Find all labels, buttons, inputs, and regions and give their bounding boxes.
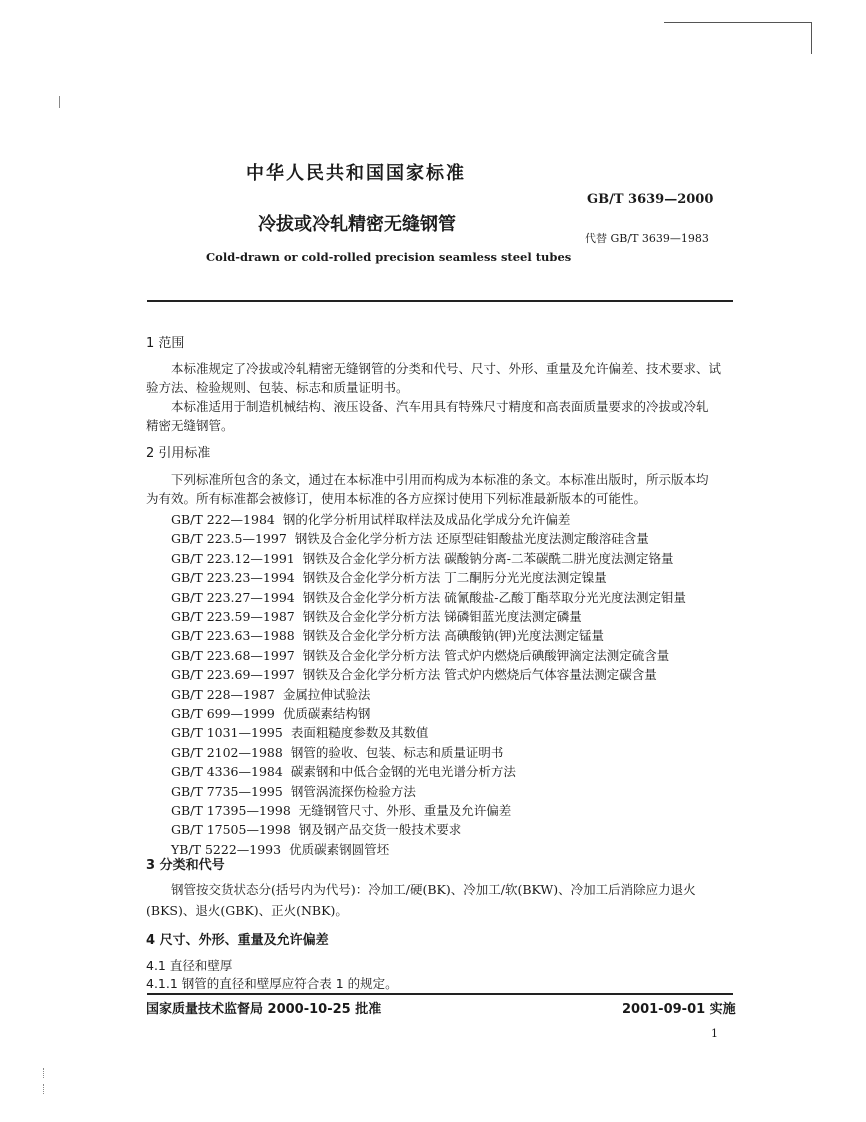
reference-item	[171, 665, 657, 683]
reference-code: GB/T 7735—1995	[171, 783, 283, 799]
corner-mark-vertical	[811, 22, 812, 54]
reference-code: GB/T 4336—1984	[171, 764, 283, 780]
reference-item	[171, 801, 511, 819]
reference-code: GB/T 17505—1998	[171, 822, 291, 838]
reference-item	[171, 685, 370, 703]
footer-divider	[147, 993, 733, 995]
reference-item	[171, 568, 607, 586]
reference-title: 钢铁及合金化学分析方法 还原型硅钼酸盐光度法测定酸溶硅含量	[294, 531, 649, 547]
section-3-heading: 3 分类和代号	[146, 858, 225, 873]
section-2-heading: 2 引用标准	[146, 446, 211, 461]
national-standard-title: 中华人民共和国国家标准	[246, 163, 466, 184]
reference-code: GB/T 223.59—1987	[171, 609, 295, 624]
standard-code: GB/T 3639—2000	[587, 192, 714, 207]
reference-item	[171, 646, 669, 664]
reference-code: GB/T 223.5—1997	[171, 531, 287, 547]
subsection-4-1-1: 4.1.1 钢管的直径和壁厚应符合表 1 的规定。	[146, 976, 398, 991]
subsection-4-1: 4.1 直径和壁厚	[146, 958, 233, 973]
s2-p1-line2: 为有效。所有标准都会被修订，使用本标准的各方应探讨使用下列标准最新版本的可能性。	[146, 491, 647, 506]
corner-mark-horizontal	[664, 22, 812, 23]
reference-code: GB/T 223.69—1997	[171, 667, 295, 683]
reference-code: GB/T 17395—1998	[171, 803, 291, 818]
reference-item	[171, 782, 416, 800]
page-number: 1	[711, 1027, 718, 1040]
reference-item	[171, 820, 461, 838]
reference-title: 钢铁及合金化学分析方法 管式炉内燃烧后碘酸钾滴定法测定硫含量	[302, 647, 670, 663]
s1-p1-line2: 验方法、检验规则、包装、标志和质量证明书。	[146, 380, 409, 395]
s1-p2-line1: 本标准适用于制造机械结构、液压设备、汽车用具有特殊尺寸精度和高表面质量要求的冷拔或冷轧	[171, 399, 709, 414]
replaces-code: 代替 GB/T 3639—1983	[585, 232, 709, 245]
reference-item	[171, 549, 673, 567]
s1-p1-line1: 本标准规定了冷拔或冷轧精密无缝钢管的分类和代号、尺寸、外形、重量及允许偏差、技术要求、试	[171, 361, 722, 376]
reference-code: GB/T 1031—1995	[171, 725, 283, 741]
s2-p1-line1: 下列标准所包含的条文，通过在本标准中引用而构成为本标准的条文。本标准出版时，所示版本均	[171, 472, 709, 487]
reference-title: 优质碳素结构钢	[282, 706, 371, 721]
reference-code: GB/T 223.23—1994	[171, 570, 295, 586]
reference-title: 无缝钢管尺寸、外形、重量及允许偏差	[298, 803, 512, 818]
reference-title: 表面粗糙度参数及其数值	[290, 725, 429, 741]
reference-code: GB/T 223.27—1994	[171, 589, 295, 605]
reference-code: GB/T 223.63—1988	[171, 628, 295, 644]
reference-title: 优质碳素钢圆管坯	[289, 841, 390, 857]
reference-item	[171, 723, 428, 741]
reference-title: 钢铁及合金化学分析方法 硫氰酸盐-乙酸丁酯萃取分光光度法测定钼量	[302, 589, 686, 605]
reference-title: 钢管涡流探伤检验方法	[290, 783, 416, 799]
scan-mark	[43, 1068, 44, 1078]
reference-item	[171, 762, 516, 780]
reference-title: 金属拉伸试验法	[282, 686, 371, 702]
reference-title: 钢及钢产品交货一般技术要求	[298, 822, 462, 838]
approval-line: 国家质量技术监督局 2000-10-25 批准	[146, 1002, 382, 1017]
reference-code: GB/T 699—1999	[171, 706, 275, 721]
s3-p1-line2: (BKS)、退火(GBK)、正火(NBK)。	[146, 903, 348, 918]
reference-code: YB/T 5222—1993	[171, 841, 282, 857]
doc-title-cn: 冷拔或冷轧精密无缝钢管	[258, 214, 456, 235]
reference-code: GB/T 222—1984	[171, 512, 275, 527]
s3-p1-line1: 钢管按交货状态分(括号内为代号)：冷加工/硬(BK)、冷加工/软(BKW)、冷加工后消除应力退火	[171, 882, 696, 897]
reference-item	[171, 626, 604, 644]
reference-title: 钢铁及合金化学分析方法 锑磷钼蓝光度法测定磷量	[302, 609, 582, 624]
reference-item	[171, 607, 582, 625]
reference-item	[171, 704, 370, 722]
reference-title: 钢的化学分析用试样取样法及成品化学成分允许偏差	[282, 512, 571, 527]
doc-title-en: Cold-drawn or cold-rolled precision seamless steel tubes	[206, 250, 572, 264]
reference-title: 钢铁及合金化学分析方法 高碘酸钠(钾)光度法测定锰量	[302, 628, 604, 644]
reference-title: 钢铁及合金化学分析方法 管式炉内燃烧后气体容量法测定碳含量	[302, 667, 657, 683]
reference-title: 钢管的验收、包装、标志和质量证明书	[290, 744, 504, 760]
s1-p2-line2: 精密无缝钢管。	[146, 418, 234, 433]
reference-title: 碳素钢和中低合金钢的光电光谱分析方法	[290, 764, 516, 780]
reference-item	[171, 588, 686, 606]
reference-code: GB/T 228—1987	[171, 686, 275, 702]
reference-item	[171, 529, 649, 547]
reference-title: 钢铁及合金化学分析方法 丁二酮肟分光光度法测定镍量	[302, 570, 607, 586]
reference-title: 钢铁及合金化学分析方法 碳酸钠分离-二苯碳酰二肼光度法测定铬量	[302, 550, 674, 566]
reference-code: GB/T 223.68—1997	[171, 647, 295, 663]
reference-code: GB/T 223.12—1991	[171, 550, 295, 566]
section-1-heading: 1 范围	[146, 336, 185, 351]
reference-item	[171, 743, 503, 761]
scan-mark	[43, 1084, 44, 1094]
scan-mark	[59, 96, 60, 108]
section-4-heading: 4 尺寸、外形、重量及允许偏差	[146, 933, 329, 948]
reference-code: GB/T 2102—1988	[171, 744, 283, 760]
header-divider	[147, 300, 733, 302]
effective-date: 2001-09-01 实施	[622, 1002, 736, 1017]
reference-item	[171, 510, 570, 528]
